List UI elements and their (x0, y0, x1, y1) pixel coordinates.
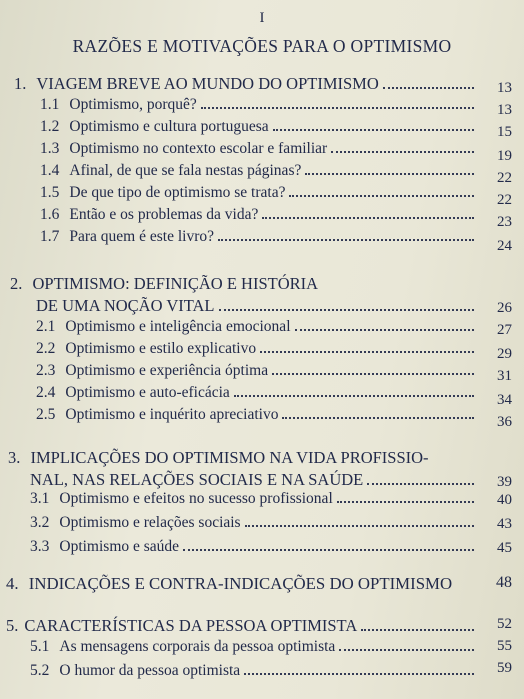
part-title: RAZÕES E MOTIVAÇÕES PARA O OPTIMISMO (72, 36, 452, 56)
chapter-title: VIAGEM BREVE AO MUNDO DO OPTIMISMO (36, 74, 379, 93)
section-title: Optimismo e estilo explicativo (65, 340, 257, 357)
section-title: Optimismo e cultura portuguesa (69, 118, 269, 135)
page-number: 27 (497, 322, 512, 338)
leader-dots (289, 195, 474, 197)
leader-dots (339, 649, 474, 651)
leader-dots (183, 549, 474, 551)
page-number: 13 (497, 102, 512, 118)
section-title: Optimismo e inquérito apreciativo (65, 406, 279, 423)
section-number: 3.1 (30, 490, 50, 507)
leader-dots (244, 673, 474, 675)
section-number: 1.7 (40, 228, 60, 245)
section-number: 1.5 (40, 184, 60, 201)
leader-dots (219, 309, 475, 311)
page-number: 19 (497, 148, 512, 164)
page-number: 34 (497, 392, 512, 408)
leader-dots (383, 87, 474, 89)
section-title: Optimismo e relações sociais (59, 514, 241, 531)
toc-section-3-1 (0, 490, 524, 516)
section-number: 2.2 (36, 340, 56, 357)
page-number: 26 (497, 300, 512, 316)
section-number: 3.3 (30, 538, 50, 555)
leader-dots (260, 351, 474, 353)
chapter-title-line-1: IMPLICAÇÕES DO OPTIMISMO NA VIDA PROFISSIO- (30, 448, 429, 467)
page-number: 23 (497, 214, 512, 230)
leader-dots (361, 629, 474, 631)
leader-dots (262, 217, 474, 219)
toc-chapter-2 (0, 270, 524, 318)
section-title: Optimismo no contexto escolar e familiar (69, 140, 328, 157)
toc-chapter-4 (0, 572, 524, 598)
page-number: 39 (497, 474, 512, 490)
section-number: 1.3 (40, 140, 60, 157)
toc-section-3-2 (0, 514, 524, 540)
toc-section-5-2 (0, 662, 524, 688)
section-number: 1.4 (40, 162, 60, 179)
leader-dots (295, 329, 475, 331)
leader-dots (234, 395, 474, 397)
chapter-title-line-1: OPTIMISMO: DEFINIÇÃO E HISTÓRIA (32, 274, 319, 293)
toc-section-5-1 (0, 638, 524, 664)
leader-dots (218, 239, 474, 241)
toc-section-3-3 (0, 538, 524, 564)
section-number: 1.2 (40, 118, 60, 135)
chapter-title: CARACTERÍSTICAS DA PESSOA OPTIMISTA (24, 616, 358, 635)
page-number: 15 (497, 124, 512, 140)
section-number: 2.1 (36, 318, 56, 335)
section-number: 1.6 (40, 206, 60, 223)
page-number: 31 (497, 368, 512, 384)
section-title: De que tipo de optimismo se trata? (69, 184, 286, 201)
chapter-number: 2. (10, 274, 23, 293)
section-number: 2.5 (36, 406, 56, 423)
section-title: As mensagens corporais da pessoa optimista (59, 638, 336, 655)
page-number: 22 (497, 170, 512, 186)
section-title: Optimismo e saúde (59, 538, 180, 555)
leader-dots (273, 129, 474, 131)
page-number: 59 (497, 660, 512, 676)
section-title: Optimismo e auto-eficácia (65, 384, 230, 401)
leader-dots (331, 151, 474, 153)
page-number: 52 (497, 616, 512, 632)
section-title: Optimismo e experiência óptima (65, 362, 269, 379)
part-number: I (259, 10, 265, 26)
leader-dots (367, 483, 474, 485)
section-number: 2.3 (36, 362, 56, 379)
section-title: Optimismo e inteligência emocional (65, 318, 291, 335)
page-number: 36 (497, 414, 512, 430)
page-number: 43 (497, 516, 512, 532)
section-number: 1.1 (40, 96, 60, 113)
page-number: 45 (497, 540, 512, 556)
toc-section-2-5 (0, 406, 524, 432)
page-number: 48 (496, 574, 512, 591)
section-number: 5.2 (30, 662, 50, 679)
section-title: Optimismo, porquê? (69, 96, 197, 113)
chapter-number: 3. (8, 448, 21, 467)
section-number: 2.4 (36, 384, 56, 401)
leader-dots (245, 525, 474, 527)
chapter-number: 5. (6, 616, 19, 635)
page-number: 22 (497, 192, 512, 208)
leader-dots (201, 107, 474, 109)
chapter-title-line-2: NAL, NAS RELAÇÕES SOCIAIS E NA SAÚDE (30, 470, 364, 489)
page-number: 55 (497, 638, 512, 654)
chapter-number: 1. (14, 74, 27, 93)
page-number: 40 (497, 492, 512, 508)
leader-dots (272, 373, 474, 375)
chapter-title-line-2: DE UMA NOÇÃO VITAL (36, 296, 215, 315)
section-title: O humor da pessoa optimista (59, 662, 241, 679)
leader-dots (282, 417, 474, 419)
section-title: Afinal, de que se fala nestas páginas? (69, 162, 302, 179)
page-number: 24 (497, 238, 512, 254)
section-number: 3.2 (30, 514, 50, 531)
page-number: 13 (497, 80, 512, 96)
toc-section-1-7 (0, 228, 524, 254)
chapter-title: INDICAÇÕES E CONTRA-INDICAÇÕES DO OPTIMISMO (28, 574, 453, 593)
section-title: Para quem é este livro? (69, 228, 214, 245)
section-number: 5.1 (30, 638, 50, 655)
chapter-number: 4. (6, 574, 19, 593)
leader-dots (305, 173, 474, 175)
leader-dots (337, 501, 474, 503)
page-number: 29 (497, 346, 512, 362)
section-title: Então e os problemas da vida? (69, 206, 259, 223)
toc-chapter-3 (0, 444, 524, 494)
section-title: Optimismo e efeitos no sucesso profissional (59, 490, 333, 507)
